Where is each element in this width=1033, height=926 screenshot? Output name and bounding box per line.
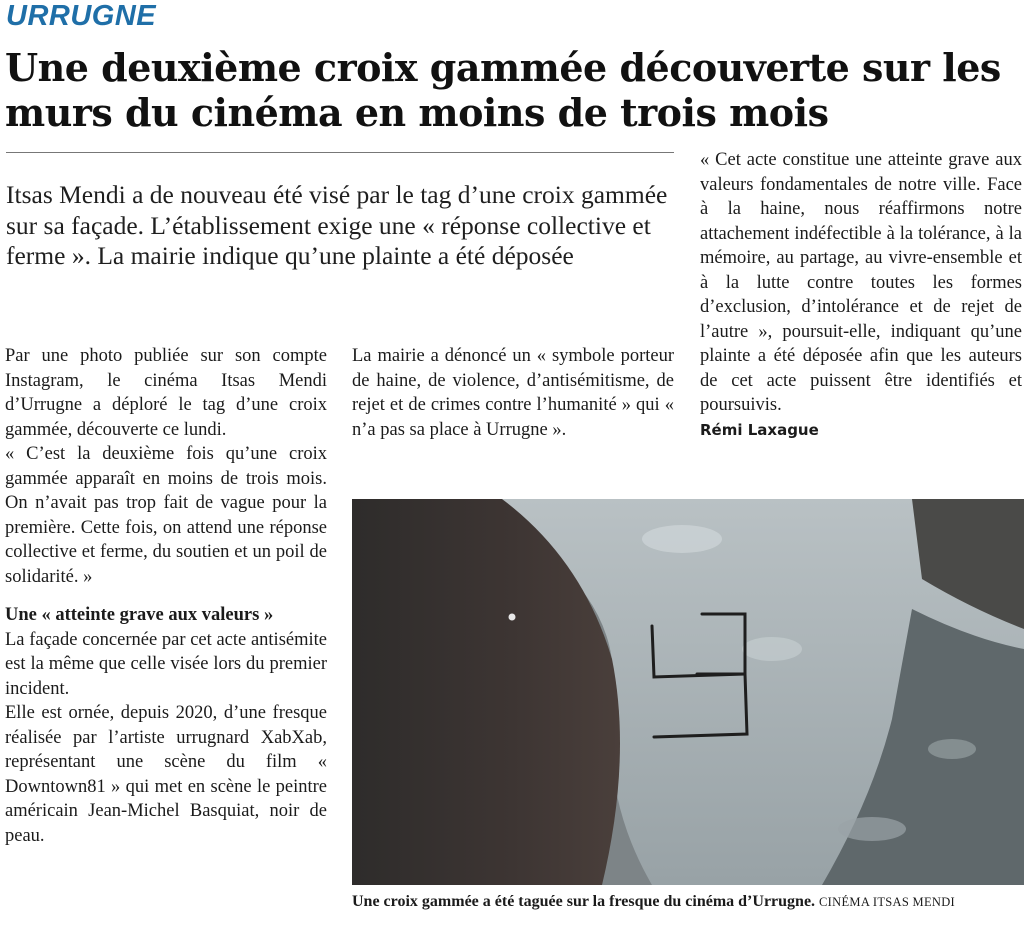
- column-1: [5, 344, 327, 848]
- fresco-highlight: [642, 525, 722, 553]
- photo-caption: [352, 893, 1032, 911]
- col1-paragraph-4: Elle est ornée, depuis 2020, d’une fresque réalisée par l’artiste urrugnard XabXab, représentant une scène du film « Downtown81 » qui met en scène le peintre américain Jean-Michel Basquiat, noir de peau.: [5, 703, 327, 846]
- col3-paragraph-1: « Cet acte constitue une atteinte grave aux valeurs fondamentales de notre ville. Face à la haine, nous réaffirmons notre attachement indéfectible à la tolérance, à la mémoire, au partage, au vivre-ensemble et à la lutte contre toutes les formes d’exclusion, d’intolérance et de rejet de l’autre », poursuit-elle, indiquant qu’une plainte a été déposée afin que les auteurs de cet acte puissent être identifiés et poursuivis.: [700, 150, 1022, 415]
- article-photo: [352, 499, 1024, 885]
- caption-text: Une croix gammée a été taguée sur la fresque du cinéma d’Urrugne.: [352, 893, 816, 910]
- col1-paragraph-3: La façade concernée par cet acte antisémite est la même que celle visée lors du premier incident.: [5, 629, 327, 699]
- fresco-highlight: [742, 637, 802, 661]
- fresco-highlight: [838, 817, 906, 841]
- fresco-illustration: [352, 499, 1024, 885]
- col1-paragraph-2: « C’est la deuxième fois qu’une croix gammée apparaît en moins de trois mois. On n’avait pas trop fait de vague pour la première. Cette fois, on attend une réponse collective et ferme, du soutien et un poil de solidarité. »: [5, 444, 327, 587]
- lead-paragraph: Itsas Mendi a de nouveau été visé par le tag d’une croix gammée sur sa façade. L’établissement exige une « réponse collective et ferme ». La mairie indique qu’une plainte a été déposée: [6, 180, 668, 270]
- fresco-dot: [509, 614, 516, 621]
- subheading: Une « atteinte grave aux valeurs »: [5, 605, 274, 625]
- fresco-highlight: [928, 739, 976, 759]
- byline: Rémi Laxague: [700, 420, 819, 439]
- col2-paragraph-1: La mairie a dénoncé un « symbole porteur de haine, de violence, d’antisémitisme, de rejet et de crimes contre l’humanité » qui « n’a pas sa place à Urrugne ».: [352, 346, 674, 440]
- photo-credit: CINÉMA ITSAS MENDI: [819, 895, 956, 909]
- column-2: [352, 344, 674, 442]
- column-3: [700, 148, 1022, 442]
- headline: Une deuxième croix gammée découverte sur les murs du cinéma en moins de trois mois: [5, 45, 1001, 135]
- section-kicker: URRUGNE: [6, 0, 157, 32]
- col1-paragraph-1: Par une photo publiée sur son compte Instagram, le cinéma Itsas Mendi d’Urrugne a déploré le tag d’une croix gammée, découverte ce lundi.: [5, 346, 327, 440]
- headline-divider: [6, 152, 674, 153]
